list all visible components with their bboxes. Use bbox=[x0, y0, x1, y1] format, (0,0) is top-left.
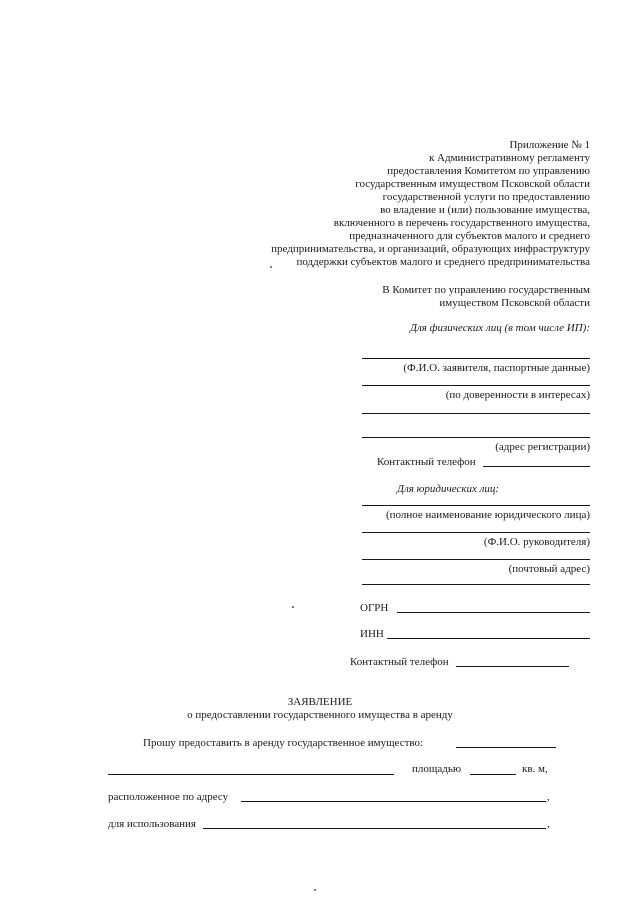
appendix-line: включенного в перечень государственного имущества, bbox=[333, 217, 590, 229]
legal-phone-field[interactable] bbox=[456, 666, 569, 667]
usage-field[interactable] bbox=[203, 828, 546, 829]
appendix-line: государственным имуществом Псковской области bbox=[355, 178, 590, 190]
area-label: площадью bbox=[412, 763, 462, 775]
appendix-line: предоставления Комитетом по управлению bbox=[387, 165, 590, 177]
postal-field-line-2[interactable] bbox=[362, 584, 590, 585]
appendix-line: предназначенного для субъектов малого и среднего bbox=[349, 230, 590, 242]
usage-comma: , bbox=[547, 818, 550, 830]
legal-name-field-line[interactable] bbox=[362, 505, 590, 506]
area-field[interactable] bbox=[470, 774, 516, 775]
appendix-line: поддержки субъектов малого и среднего предпринимательства bbox=[296, 256, 590, 268]
statement-subtitle: о предоставлении государственного имущества в аренду bbox=[187, 709, 453, 721]
scan-speck bbox=[292, 606, 294, 608]
inn-label: ИНН bbox=[360, 628, 384, 640]
individual-phone-field[interactable] bbox=[483, 466, 590, 467]
individual-phone-label: Контактный телефон bbox=[377, 456, 476, 468]
statement-title: ЗАЯВЛЕНИЕ bbox=[287, 696, 353, 708]
appendix-line: Приложение № 1 bbox=[509, 139, 590, 151]
ogrn-label: ОГРН bbox=[360, 602, 389, 614]
fio-caption: (Ф.И.О. заявителя, паспортные данные) bbox=[403, 362, 590, 374]
fio-field-line[interactable] bbox=[362, 358, 590, 359]
legal-name-caption: (полное наименование юридического лица) bbox=[385, 509, 590, 521]
registration-field-line-1[interactable] bbox=[362, 413, 590, 414]
property-field[interactable] bbox=[456, 747, 556, 748]
proxy-caption: (по доверенности в интересах) bbox=[445, 389, 590, 401]
legal-heading: Для юридических лиц: bbox=[397, 483, 500, 495]
individuals-heading: Для физических лиц (в том числе ИП): bbox=[410, 322, 590, 334]
inn-field[interactable] bbox=[387, 638, 590, 639]
legal-phone-label: Контактный телефон bbox=[350, 656, 449, 668]
postal-field-line-1[interactable] bbox=[362, 559, 590, 560]
addressee-line-1: В Комитет по управлению государственным bbox=[382, 284, 590, 296]
registration-caption: (адрес регистрации) bbox=[495, 441, 590, 453]
request-text: Прошу предоставить в аренду государственное имущество: bbox=[143, 737, 424, 749]
appendix-line: во владение и (или) пользование имущества, bbox=[380, 204, 590, 216]
usage-label: для использования bbox=[108, 818, 196, 830]
appendix-line: предпринимательства, и организаций, образующих инфраструктуру bbox=[271, 243, 590, 255]
addressee-line-2: имуществом Псковской области bbox=[439, 297, 590, 309]
scan-speck bbox=[314, 889, 316, 891]
postal-caption: (почтовый адрес) bbox=[508, 563, 590, 575]
appendix-block bbox=[170, 139, 590, 269]
proxy-field-line[interactable] bbox=[362, 385, 590, 386]
address-comma: , bbox=[547, 791, 550, 803]
address-label: расположенное по адресу bbox=[108, 791, 229, 803]
area-unit: кв. м, bbox=[522, 763, 548, 775]
head-fio-field-line[interactable] bbox=[362, 532, 590, 533]
address-field[interactable] bbox=[241, 801, 546, 802]
appendix-line: государственной услуги по предоставлению bbox=[382, 191, 590, 203]
scan-speck bbox=[270, 266, 272, 268]
appendix-line: к Административному регламенту bbox=[428, 152, 590, 164]
ogrn-field[interactable] bbox=[397, 612, 590, 613]
head-fio-caption: (Ф.И.О. руководителя) bbox=[483, 536, 590, 548]
registration-field-line-2[interactable] bbox=[362, 437, 590, 438]
property-description-field[interactable] bbox=[108, 774, 394, 775]
